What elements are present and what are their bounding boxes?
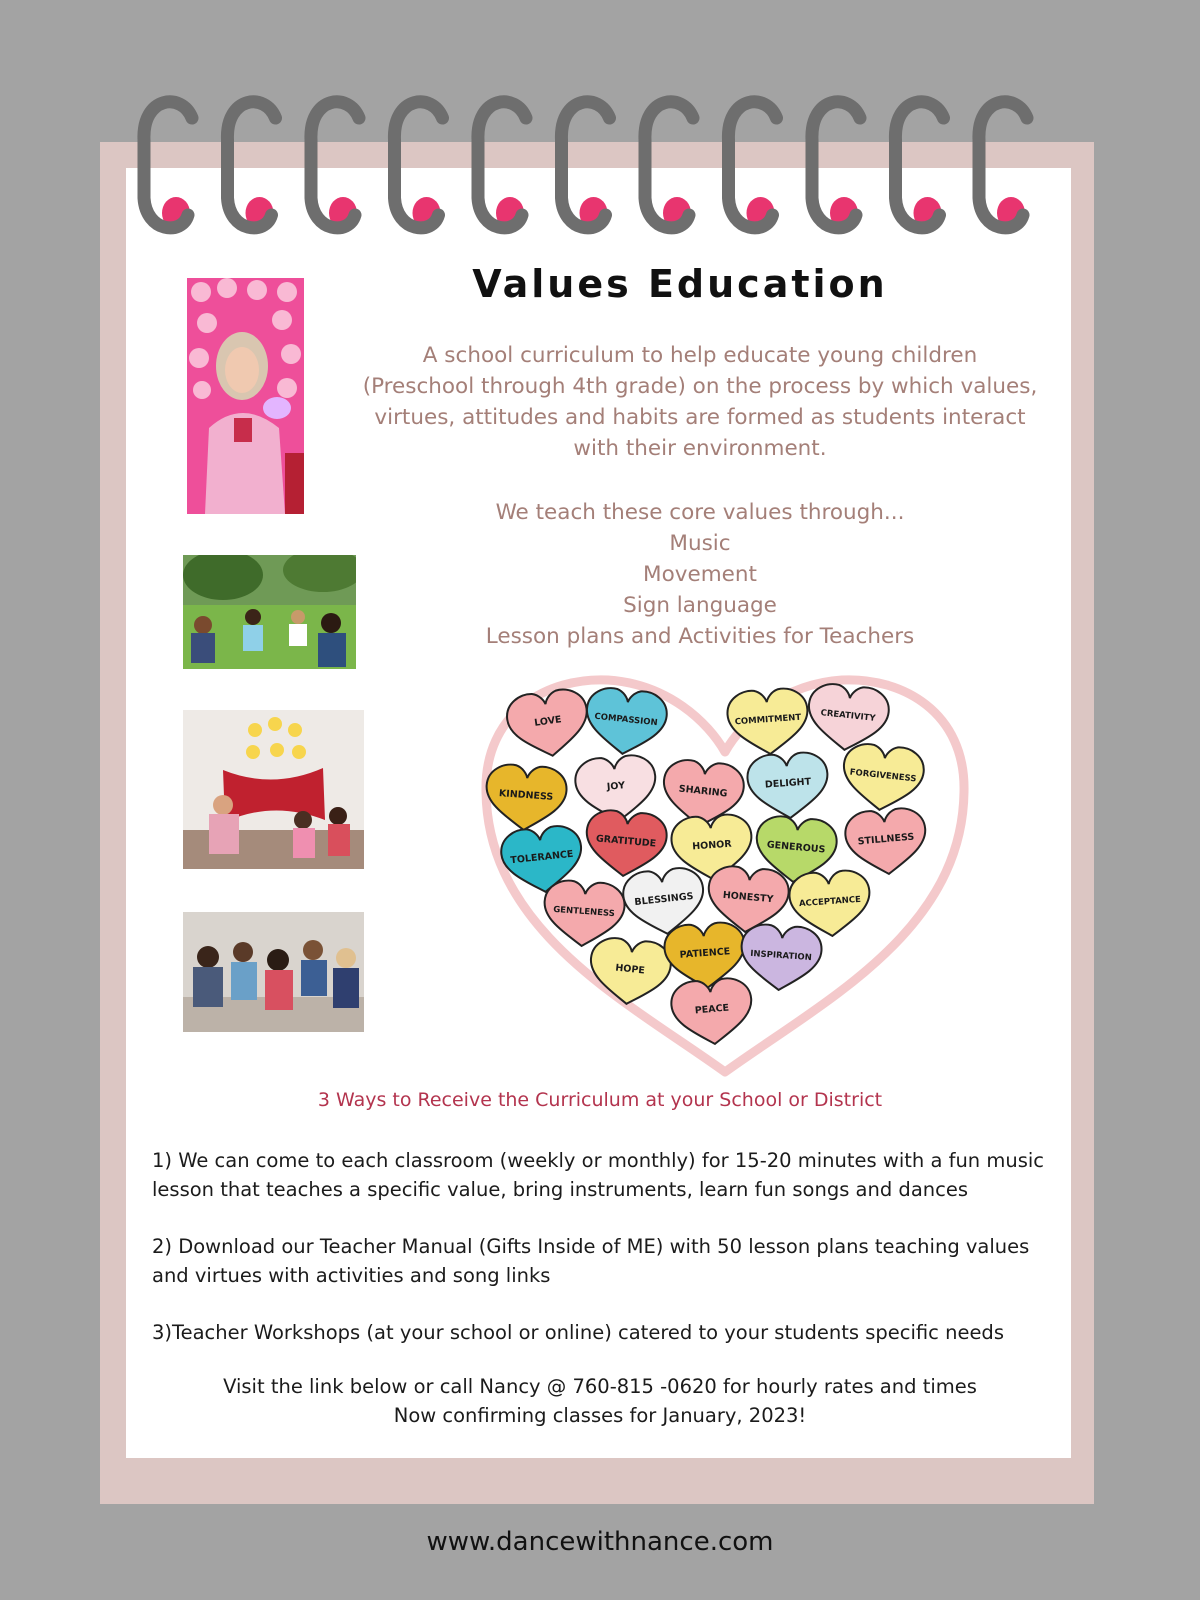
value-heart-label: GENEROUS bbox=[766, 839, 826, 856]
contact-info bbox=[130, 1372, 1070, 1430]
value-heart-label: HOPE bbox=[614, 962, 646, 977]
value-heart-label: CREATIVITY bbox=[820, 708, 876, 724]
ways-list bbox=[152, 1146, 1072, 1375]
way-item bbox=[152, 1318, 1072, 1347]
way-item bbox=[152, 1232, 1072, 1290]
intro-line: (Preschool through 4th grade) on the process by which values, bbox=[362, 374, 1038, 399]
value-heart bbox=[504, 686, 592, 761]
way-line: and virtues with activities and song links bbox=[152, 1264, 551, 1287]
value-heart-label: DELIGHT bbox=[764, 776, 812, 791]
value-heart-label: STILLNESS bbox=[857, 831, 915, 848]
website-link[interactable]: www.dancewithnance.com bbox=[426, 1527, 774, 1557]
intro-line: with their environment. bbox=[573, 436, 827, 461]
core-values-list bbox=[352, 497, 1048, 652]
value-heart-label: TOLERANCE bbox=[509, 848, 574, 867]
core-values-heart-graphic bbox=[478, 672, 972, 1090]
core-method: Lesson plans and Activities for Teachers bbox=[485, 624, 915, 649]
value-heart-label: LOVE bbox=[533, 714, 563, 729]
teacher-photo bbox=[187, 278, 304, 514]
value-heart bbox=[583, 686, 669, 758]
intro-paragraph bbox=[352, 340, 1048, 464]
value-heart-label: JOY bbox=[606, 780, 626, 793]
way-item bbox=[152, 1146, 1072, 1204]
way-line: 3)Teacher Workshops (at your school or online) catered to your students specific needs bbox=[152, 1321, 1004, 1344]
value-heart-label: COMMITMENT bbox=[734, 712, 802, 728]
value-heart-label: GENTLENESS bbox=[552, 904, 616, 920]
value-heart bbox=[484, 763, 568, 833]
core-heading: We teach these core values through... bbox=[495, 500, 905, 525]
value-heart-label: SHARING bbox=[678, 783, 728, 800]
contact-line: Now confirming classes for January, 2023! bbox=[393, 1404, 807, 1427]
value-heart-label: GRATITUDE bbox=[595, 833, 657, 850]
core-method: Movement bbox=[643, 562, 757, 587]
way-line: 2) Download our Teacher Manual (Gifts Inside of ME) with 50 lesson plans teaching values bbox=[152, 1235, 1030, 1258]
value-heart-label: PEACE bbox=[694, 1002, 730, 1017]
value-heart bbox=[739, 923, 823, 993]
value-heart-label: HONESTY bbox=[722, 889, 774, 906]
value-heart bbox=[840, 742, 926, 814]
kids-circle-photo bbox=[183, 555, 356, 669]
classroom-singing-photo bbox=[183, 710, 364, 869]
intro-line: A school curriculum to help educate young children bbox=[422, 343, 978, 368]
intro-line: virtues, attitudes and habits are formed as students interact bbox=[374, 405, 1026, 430]
value-heart bbox=[587, 936, 673, 1008]
way-line: 1) We can come to each classroom (weekly or monthly) for 15-20 minutes with a fun music bbox=[152, 1149, 1045, 1172]
value-heart bbox=[670, 976, 755, 1047]
heart-cluster bbox=[478, 672, 972, 1090]
value-heart-label: HONOR bbox=[691, 838, 732, 853]
value-heart-label: INSPIRATION bbox=[749, 948, 813, 964]
value-heart-label: KINDNESS bbox=[498, 788, 554, 803]
contact-line: Visit the link below or call Nancy @ 760-815 -0620 for hourly rates and times bbox=[223, 1375, 977, 1398]
value-heart-label: BLESSINGS bbox=[633, 890, 694, 909]
value-heart-label: ACCEPTANCE bbox=[798, 894, 862, 910]
core-method: Sign language bbox=[623, 593, 777, 618]
value-heart bbox=[726, 687, 810, 757]
students-group-photo bbox=[183, 912, 364, 1032]
page-title: Values Education bbox=[472, 262, 888, 306]
ways-title: 3 Ways to Receive the Curriculum at your School or District bbox=[317, 1089, 883, 1111]
core-method: Music bbox=[669, 531, 731, 556]
value-heart-label: PATIENCE bbox=[679, 946, 731, 961]
value-heart bbox=[746, 751, 830, 821]
value-heart bbox=[583, 808, 668, 879]
value-heart-label: FORGIVENESS bbox=[849, 767, 917, 785]
way-line: lesson that teaches a specific value, bring instruments, learn fun songs and dances bbox=[152, 1178, 969, 1201]
value-heart-label: COMPASSION bbox=[593, 711, 659, 729]
value-heart bbox=[844, 806, 929, 877]
spiral-binding bbox=[0, 0, 1200, 260]
value-heart bbox=[805, 682, 891, 754]
